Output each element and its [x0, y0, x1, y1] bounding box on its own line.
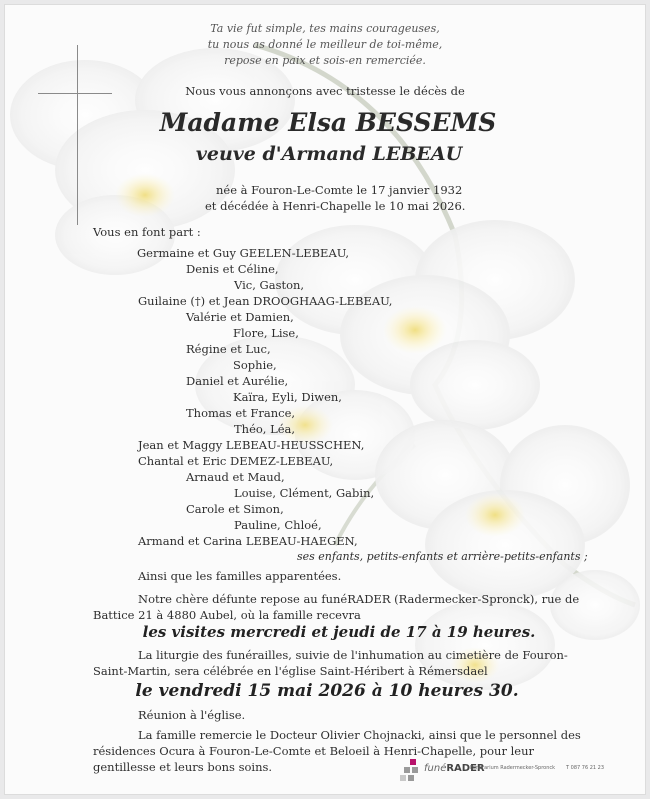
family-line: Kaïra, Eyli, Diwen,: [233, 390, 342, 404]
family-line: Louise, Clément, Gabin,: [234, 486, 375, 500]
family-line: Germaine et Guy GEELEN-LEBEAU,: [137, 246, 350, 260]
funerader-subtitle: Funérarium Radermecker-Spronck: [470, 765, 556, 771]
birth-info: née à Fouron-Le-Comte le 17 janvier 1932: [216, 183, 463, 197]
funerader-brand: funéRADER: [424, 763, 485, 774]
deceased-name: Madame Elsa BESSEMS: [159, 108, 497, 137]
funerader-phone: T 087 76 21 23: [566, 765, 605, 771]
family-line: Thomas et France,: [186, 406, 296, 420]
related-families: Ainsi que les familles apparentées.: [138, 569, 342, 583]
family-line: Armand et Carina LEBEAU-HAEGEN,: [138, 534, 358, 548]
thanks-line-2: résidences Ocura à Fouron-Le-Comte et Beloeil à Henri-Chapelle, pour leur: [93, 744, 534, 758]
repose-line-1: Notre chère défunte repose au funéRADER (Radermecker-Spronck), rue de: [138, 592, 580, 606]
widow-of: veuve d'Armand LEBEAU: [195, 143, 463, 165]
family-line: Valérie et Damien,: [186, 310, 294, 324]
poem-line-1: Ta vie fut simple, tes mains courageuses,: [210, 22, 440, 35]
funeral-date: le vendredi 15 mai 2026 à 10 heures 30.: [135, 681, 519, 701]
reunion-info: Réunion à l'église.: [138, 708, 246, 722]
poem-line-3: repose en paix et sois-en remerciée.: [224, 54, 426, 67]
visits-info: les visites mercredi et jeudi de 17 à 19 heures.: [142, 623, 536, 641]
thanks-line-1: La famille remercie le Docteur Olivier Chojnacki, ainsi que le personnel des: [138, 728, 581, 742]
family-line: Daniel et Aurélie,: [186, 374, 289, 388]
family-line: Pauline, Chloé,: [234, 518, 322, 532]
repose-line-2: Battice 21 à 4880 Aubel, où la famille recevra: [93, 608, 361, 622]
family-suffix: ses enfants, petits-enfants et arrière-petits-enfants ;: [297, 550, 588, 563]
poem-line-2: tu nous as donné le meilleur de toi-même,: [207, 38, 443, 51]
family-line: Théo, Léa,: [234, 422, 296, 436]
liturgy-line-1: La liturgie des funérailles, suivie de l'inhumation au cimetière de Fouron-: [138, 648, 568, 662]
family-line: Chantal et Eric DEMEZ-LEBEAU,: [138, 454, 334, 468]
family-line: Carole et Simon,: [186, 502, 284, 516]
family-line: Guilaine (†) et Jean DROOGHAAG-LEBEAU,: [138, 294, 393, 308]
family-line: Vic, Gaston,: [234, 278, 305, 292]
obituary-card: [4, 4, 646, 795]
family-line: Arnaud et Maud,: [186, 470, 285, 484]
announcement: Nous vous annonçons avec tristesse le décès de: [185, 84, 465, 98]
family-line: Jean et Maggy LEBEAU-HEUSSCHEN,: [138, 438, 365, 452]
family-line: Denis et Céline,: [186, 262, 279, 276]
death-info: et décédée à Henri-Chapelle le 10 mai 2026.: [205, 199, 466, 213]
family-line: Flore, Lise,: [233, 326, 299, 340]
family-intro: Vous en font part :: [93, 225, 201, 239]
family-line: Régine et Luc,: [186, 342, 271, 356]
family-line: Sophie,: [233, 358, 277, 372]
thanks-line-3: gentillesse et leurs bons soins.: [93, 760, 273, 774]
liturgy-line-2: Saint-Martin, sera célébrée en l'église Saint-Héribert à Rémersdael: [93, 664, 488, 678]
funeral-home-footer: [398, 759, 638, 789]
